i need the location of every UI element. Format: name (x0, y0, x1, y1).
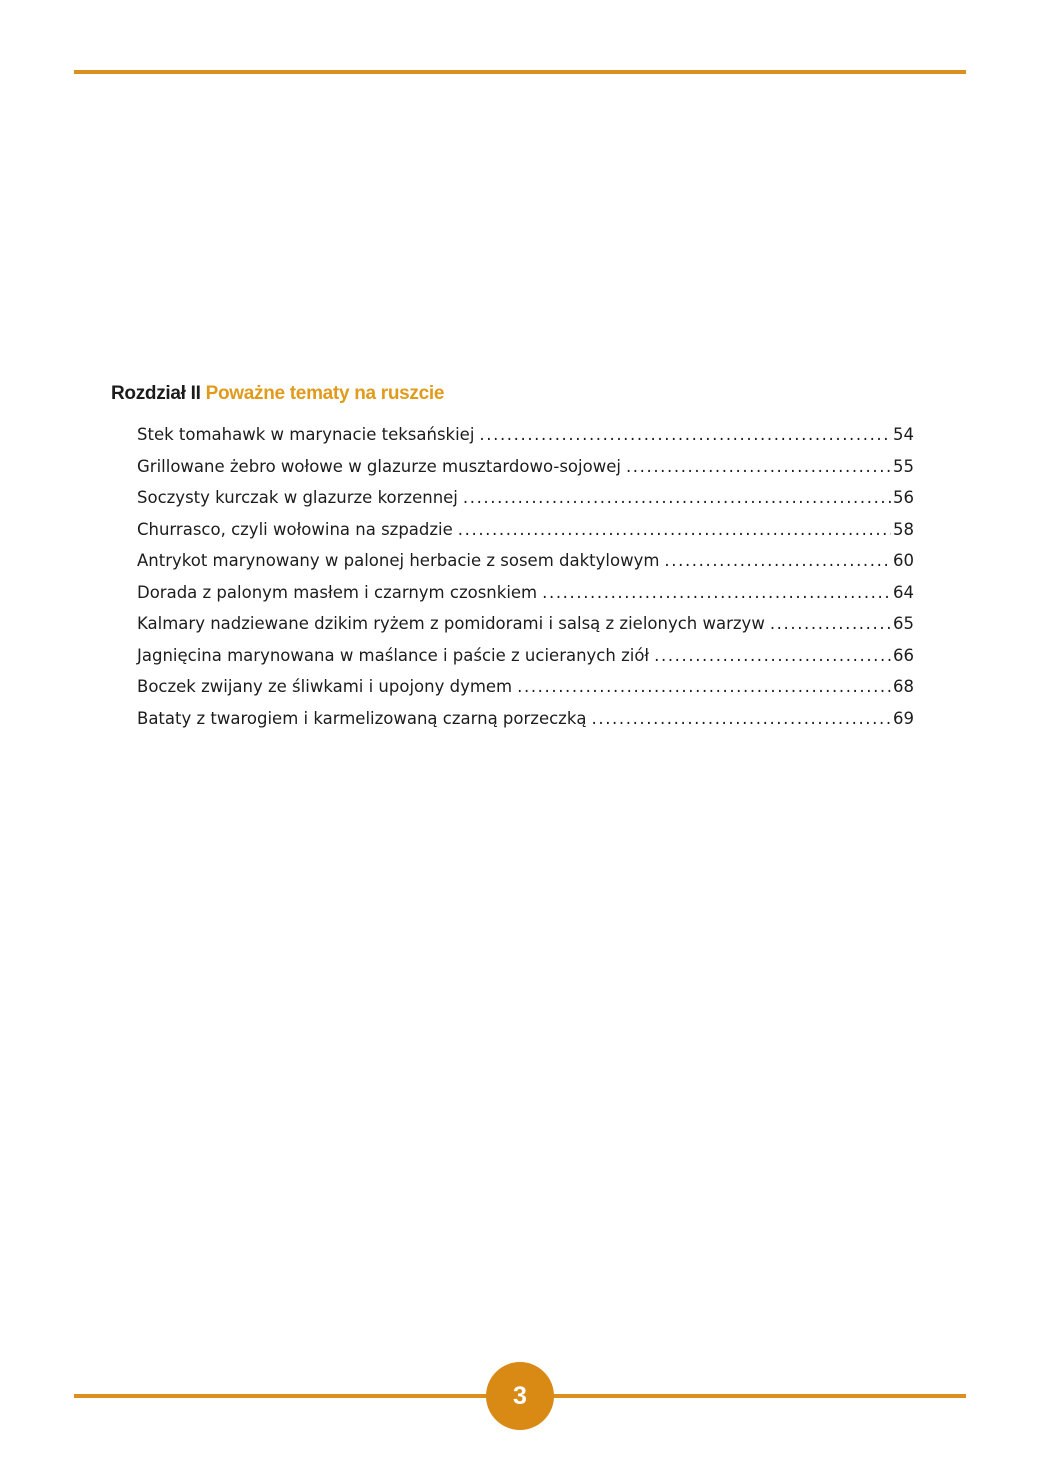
dot-leader (664, 551, 891, 570)
chapter-title: Poważne tematy na ruszcie (205, 383, 445, 404)
toc-entry (137, 425, 914, 457)
toc-entry-page: 58 (893, 519, 914, 539)
dot-leader (770, 614, 891, 633)
toc-entry-title: Boczek zwijany ze śliwkami i upojony dymem (137, 677, 513, 696)
toc-entry-title: Churrasco, czyli wołowina na szpadzie (137, 519, 453, 539)
toc-entry-page: 55 (893, 456, 914, 476)
toc-entry-title: Stek tomahawk w marynacie teksańskiej (137, 425, 475, 444)
table-of-contents (137, 425, 914, 740)
toc-entry (137, 488, 914, 520)
dot-leader (463, 488, 891, 507)
toc-entry (137, 583, 914, 615)
dot-leader (479, 425, 891, 444)
dot-leader (592, 709, 892, 728)
chapter-label: Rozdział II (111, 383, 201, 404)
toc-entry (137, 457, 914, 489)
dot-leader (517, 677, 891, 696)
toc-entry-title: Antrykot marynowany w palonej herbacie z sosem daktylowym (137, 551, 660, 570)
chapter-heading (111, 383, 444, 405)
page-number: 3 (513, 1381, 527, 1410)
toc-entry-page: 60 (893, 551, 914, 570)
dot-leader (626, 457, 891, 476)
toc-entry-title: Grillowane żebro wołowe w glazurze musztardowo-sojowej (137, 456, 621, 476)
toc-entry-title: Soczysty kurczak w glazurze korzennej (137, 488, 458, 507)
toc-entry-page: 54 (893, 425, 914, 444)
dot-leader (654, 646, 891, 665)
toc-entry-page: 56 (893, 488, 914, 507)
toc-entry (137, 709, 914, 741)
top-rule (74, 70, 966, 74)
toc-entry-page: 68 (893, 677, 914, 696)
toc-entry-page: 69 (893, 708, 914, 728)
toc-entry (137, 677, 914, 709)
toc-entry-page: 65 (893, 614, 914, 633)
toc-entry-title: Kalmary nadziewane dzikim ryżem z pomidorami i salsą z zielonych warzyw (137, 614, 765, 633)
toc-entry-page: 64 (893, 582, 914, 602)
page-number-badge (486, 1362, 554, 1430)
toc-entry (137, 614, 914, 646)
toc-entry (137, 520, 914, 552)
toc-entry-title: Jagnięcina marynowana w maślance i paście z ucieranych ziół (137, 645, 650, 665)
toc-entry (137, 551, 914, 583)
dot-leader (542, 583, 891, 602)
dot-leader (458, 520, 891, 539)
toc-entry (137, 646, 914, 678)
toc-entry-page: 66 (893, 645, 914, 665)
toc-entry-title: Dorada z palonym masłem i czarnym czosnkiem (137, 582, 538, 602)
toc-entry-title: Bataty z twarogiem i karmelizowaną czarną porzeczką (137, 708, 587, 728)
